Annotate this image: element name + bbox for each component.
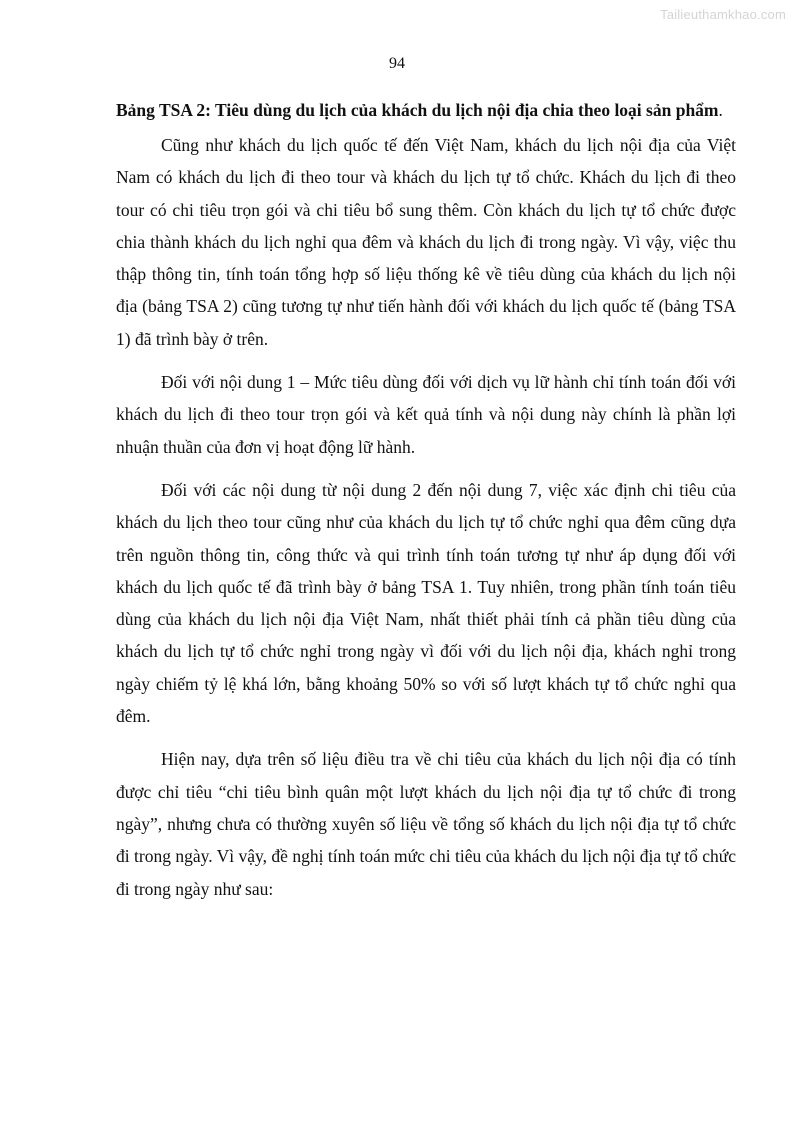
paragraph-2: Đối với nội dung 1 – Mức tiêu dùng đối với dịch vụ lữ hành chỉ tính toán đối với khách du lịch đi theo tour trọn gói và kết quả tính và nội dung này chính là phần lợi nhuận thuần của đơn vị hoạt động lữ hành. (116, 372, 736, 457)
paragraph-1: Cũng như khách du lịch quốc tế đến Việt Nam, khách du lịch nội địa của Việt Nam có khách du lịch đi theo tour và khách du lịch tự tổ chức. Khách du lịch đi theo tour có chi tiêu trọn gói và chi tiêu bổ sung thêm. Còn khách du lịch tự tổ chức được chia thành khách du lịch nghỉ qua đêm và khách du lịch đi trong ngày. Vì vậy, việc thu thập thông tin, tính toán tổng hợp số liệu thống kê về tiêu dùng của khách du lịch nội địa (bảng TSA 2) cũng tương tự như tiến hành đối với khách du lịch quốc tế (bảng TSA 1) đã trình bày ở trên. (116, 135, 736, 349)
section-heading-text: Bảng TSA 2: Tiêu dùng du lịch của khách du lịch nội địa chia theo loại sản phẩm (116, 100, 719, 120)
watermark-text: Tailieuthamkhao.com (660, 7, 786, 22)
paragraph-4: Hiện nay, dựa trên số liệu điều tra về chi tiêu của khách du lịch nội địa có tính được chỉ tiêu “chi tiêu bình quân một lượt khách du lịch nội địa tự tổ chức đi trong ngày”, nhưng chưa có thường xuyên số liệu về tổng số khách du lịch nội địa tự tổ chức đi trong ngày. Vì vậy, đề nghị tính toán mức chi tiêu của khách du lịch nội địa tự tổ chức đi trong ngày như sau: (116, 749, 736, 899)
page-number: 94 (389, 55, 405, 72)
section-heading (116, 93, 736, 127)
section-heading-period: . (718, 100, 723, 120)
document-body (116, 93, 736, 916)
paragraph-3: Đối với các nội dung từ nội dung 2 đến nội dung 7, việc xác định chi tiêu của khách du lịch theo tour cũng như của khách du lịch tự tổ chức nghỉ qua đêm cũng dựa trên nguồn thông tin, công thức và qui trình tính toán tương tự như áp dụng đối với khách du lịch quốc tế đã trình bày ở bảng TSA 1. Tuy nhiên, trong phần tính toán tiêu dùng của khách du lịch nội địa Việt Nam, nhất thiết phải tính cả phần tiêu dùng của khách du lịch tự tổ chức nghỉ trong ngày vì đối với du lịch nội địa, khách nghỉ trong ngày chiếm tỷ lệ khá lớn, bằng khoảng 50% so với số lượt khách tự tổ chức nghỉ qua đêm. (116, 479, 736, 727)
